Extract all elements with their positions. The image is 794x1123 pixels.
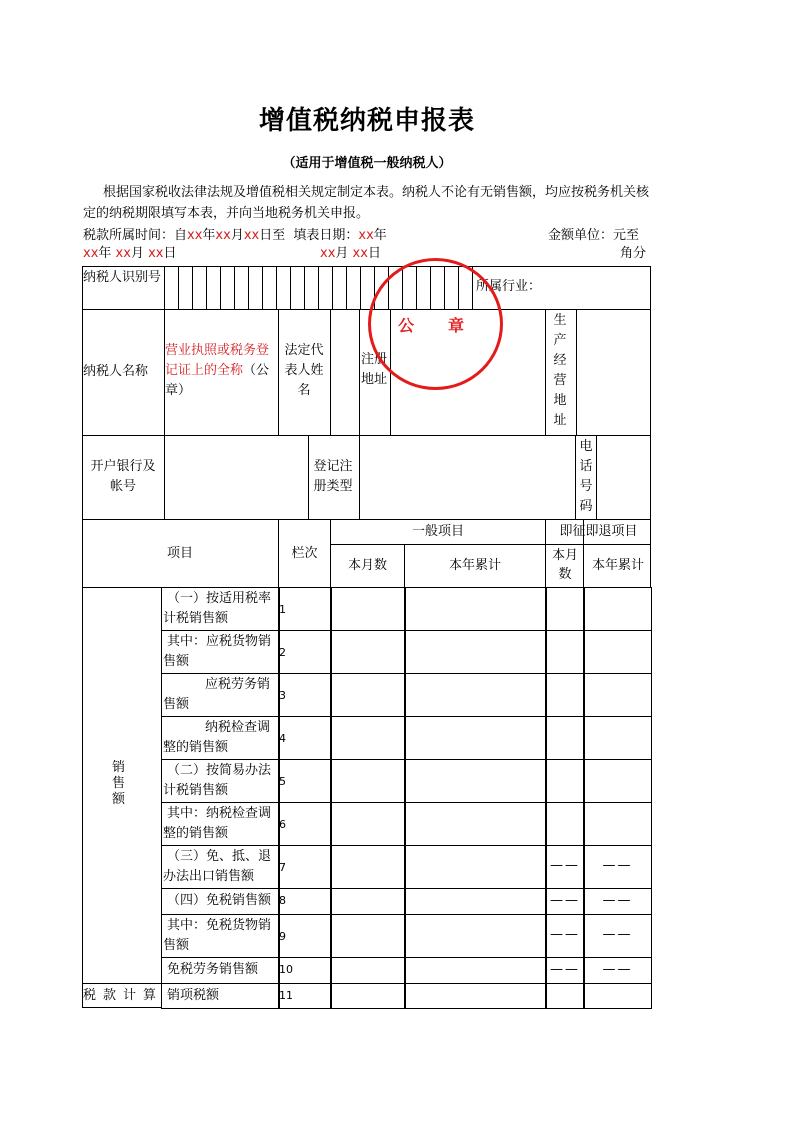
amount-unit-label-tail: 角分 xyxy=(620,246,647,261)
amount-cell[interactable] xyxy=(583,630,652,674)
taxpayer-name-hint[interactable]: 营业执照或税务登记证上的全称（公章） xyxy=(165,343,270,398)
table-cell xyxy=(278,845,332,889)
table-cell xyxy=(278,759,332,803)
amount-cell[interactable] xyxy=(583,983,652,1009)
dash-mark: —— xyxy=(602,962,633,977)
amount-cell[interactable] xyxy=(330,716,406,760)
row-line-number: 10 xyxy=(279,963,293,976)
taxpayer-id-cell[interactable] xyxy=(332,266,347,310)
form-subtitle: （适用于增值税一般纳税人） xyxy=(282,156,452,171)
row-label: 纳税检查调整的销售额 xyxy=(163,720,271,755)
taxpayer-id-cell[interactable] xyxy=(164,266,179,310)
table-cell xyxy=(278,630,332,674)
table-cell xyxy=(278,888,332,915)
taxpayer-id-cell[interactable] xyxy=(262,266,277,310)
amount-cell[interactable] xyxy=(404,802,547,846)
amount-cell[interactable] xyxy=(330,673,406,717)
amount-cell[interactable] xyxy=(330,914,406,958)
dash-mark: —— xyxy=(550,893,580,908)
amount-cell[interactable] xyxy=(330,802,406,846)
prod-address-label: 生产经营地址 xyxy=(553,313,567,428)
bank-label: 开户银行及帐号 xyxy=(90,459,156,494)
row-label: 销项税额 xyxy=(167,988,220,1003)
amount-cell[interactable] xyxy=(545,983,585,1009)
taxpayer-id-cell[interactable] xyxy=(248,266,263,310)
taxpayer-name-label: 纳税人名称 xyxy=(83,364,149,379)
reg-address-label: 注册地址 xyxy=(361,352,388,387)
table-cell xyxy=(278,914,332,958)
amount-cell[interactable] xyxy=(545,587,585,631)
amount-cell[interactable] xyxy=(404,630,547,674)
table-cell xyxy=(278,587,332,631)
taxpayer-id-cell[interactable] xyxy=(318,266,333,310)
dash-mark: —— xyxy=(602,927,633,942)
col-item-header: 项目 xyxy=(166,546,193,561)
dash-mark: —— xyxy=(550,962,580,977)
amount-cell[interactable] xyxy=(404,983,547,1009)
amount-cell[interactable] xyxy=(583,673,652,717)
amount-cell[interactable] xyxy=(583,759,652,803)
amount-cell[interactable] xyxy=(583,802,652,846)
amount-cell[interactable] xyxy=(330,759,406,803)
tax-group-label: 税款计算 xyxy=(83,988,164,1003)
amount-cell[interactable] xyxy=(330,888,406,915)
row-line-number: 1 xyxy=(279,603,286,616)
amount-cell[interactable] xyxy=(330,587,406,631)
amount-cell[interactable] xyxy=(545,673,585,717)
col-line-header: 栏次 xyxy=(291,546,318,561)
row-label: 其中：免税货物销售额 xyxy=(163,918,272,953)
amount-cell[interactable] xyxy=(330,983,406,1009)
row-line-number: 8 xyxy=(279,894,286,907)
amount-cell[interactable] xyxy=(404,845,547,889)
reg-type-label: 登记注册类型 xyxy=(313,459,353,494)
taxpayer-id-cell[interactable] xyxy=(276,266,291,310)
dash-mark: —— xyxy=(550,858,580,873)
phone-label: 电话号码 xyxy=(579,439,593,514)
taxpayer-id-cell[interactable] xyxy=(290,266,305,310)
amount-cell[interactable] xyxy=(404,759,547,803)
row-line-number: 7 xyxy=(279,861,286,874)
row-label: （一）按适用税率计税销售额 xyxy=(163,591,272,626)
row-line-number: 11 xyxy=(279,989,293,1002)
amount-cell[interactable] xyxy=(545,802,585,846)
amount-cell[interactable] xyxy=(545,716,585,760)
row-line-number: 2 xyxy=(279,646,286,659)
amount-unit-label: 金额单位：元至 xyxy=(548,228,640,243)
industry-label: 所属行业： xyxy=(476,279,542,294)
taxpayer-id-cell[interactable] xyxy=(178,266,193,310)
col-ytd-refund-header: 本年累计 xyxy=(591,558,644,573)
amount-cell[interactable] xyxy=(404,673,547,717)
row-label: （二）按简易办法计税销售额 xyxy=(163,763,272,798)
amount-cell[interactable] xyxy=(330,845,406,889)
dash-mark: —— xyxy=(602,858,633,873)
row-label: 其中：纳税检查调整的销售额 xyxy=(163,806,272,841)
amount-cell[interactable] xyxy=(583,716,652,760)
col-general-header: 一般项目 xyxy=(411,524,464,539)
fill-date-end: xx月 xx日 xyxy=(320,246,381,261)
row-label: （三）免、抵、退办法出口销售额 xyxy=(163,849,272,884)
amount-cell[interactable] xyxy=(545,759,585,803)
row-line-number: 3 xyxy=(279,689,286,702)
tax-period-line: 税款所属时间：自xx年xx月xx日至 填表日期：xx年 xyxy=(83,228,387,243)
row-label: 免税劳务销售额 xyxy=(167,962,259,977)
amount-cell[interactable] xyxy=(330,630,406,674)
amount-cell[interactable] xyxy=(583,587,652,631)
form-instructions: 根据国家税收法律法规及增值税相关规定制定本表。纳税人不论有无销售额，均应按税务机关核定的纳税期限填写本表，并向当地税务机关申报。 xyxy=(83,185,650,221)
taxpayer-id-cell[interactable] xyxy=(192,266,207,310)
seal-text: 公章 xyxy=(398,316,499,335)
amount-cell[interactable] xyxy=(404,716,547,760)
amount-cell[interactable] xyxy=(545,630,585,674)
fill-date-label: 填表日期： xyxy=(293,228,359,243)
dash-mark: —— xyxy=(550,927,580,942)
taxpayer-id-cell[interactable] xyxy=(220,266,235,310)
taxpayer-id-label: 纳税人识别号 xyxy=(83,270,162,285)
taxpayer-id-cell[interactable] xyxy=(206,266,221,310)
row-line-number: 4 xyxy=(279,732,286,745)
dash-mark: —— xyxy=(602,893,633,908)
sales-group-label: 销售额 xyxy=(112,760,126,807)
row-label: 应税劳务销售额 xyxy=(163,677,271,712)
taxpayer-id-cell[interactable] xyxy=(234,266,249,310)
amount-cell[interactable] xyxy=(404,587,547,631)
amount-cell[interactable] xyxy=(404,888,547,915)
col-refund-header: 即征即退项目 xyxy=(559,524,638,539)
col-ytd-header: 本年累计 xyxy=(448,558,501,573)
form-title: 增值税纳税申报表 xyxy=(258,106,475,136)
table-cell xyxy=(278,673,332,717)
row-line-number: 6 xyxy=(279,818,286,831)
amount-cell[interactable] xyxy=(404,957,547,984)
col-month-header: 本月数 xyxy=(347,558,387,573)
amount-cell[interactable] xyxy=(404,914,547,958)
row-label: 其中：应税货物销售额 xyxy=(163,634,272,669)
col-month-refund-header: 本月数 xyxy=(551,548,578,582)
legal-rep-label: 法定代表人姓名 xyxy=(284,343,324,398)
taxpayer-id-cell[interactable] xyxy=(304,266,319,310)
taxpayer-id-cell[interactable] xyxy=(346,266,361,310)
row-label: （四）免税销售额 xyxy=(167,893,272,908)
row-line-number: 5 xyxy=(279,775,286,788)
tax-period-end: xx年 xx月 xx日 xyxy=(83,246,177,261)
amount-cell[interactable] xyxy=(330,957,406,984)
table-cell xyxy=(278,802,332,846)
table-cell xyxy=(278,716,332,760)
row-line-number: 9 xyxy=(279,930,286,943)
